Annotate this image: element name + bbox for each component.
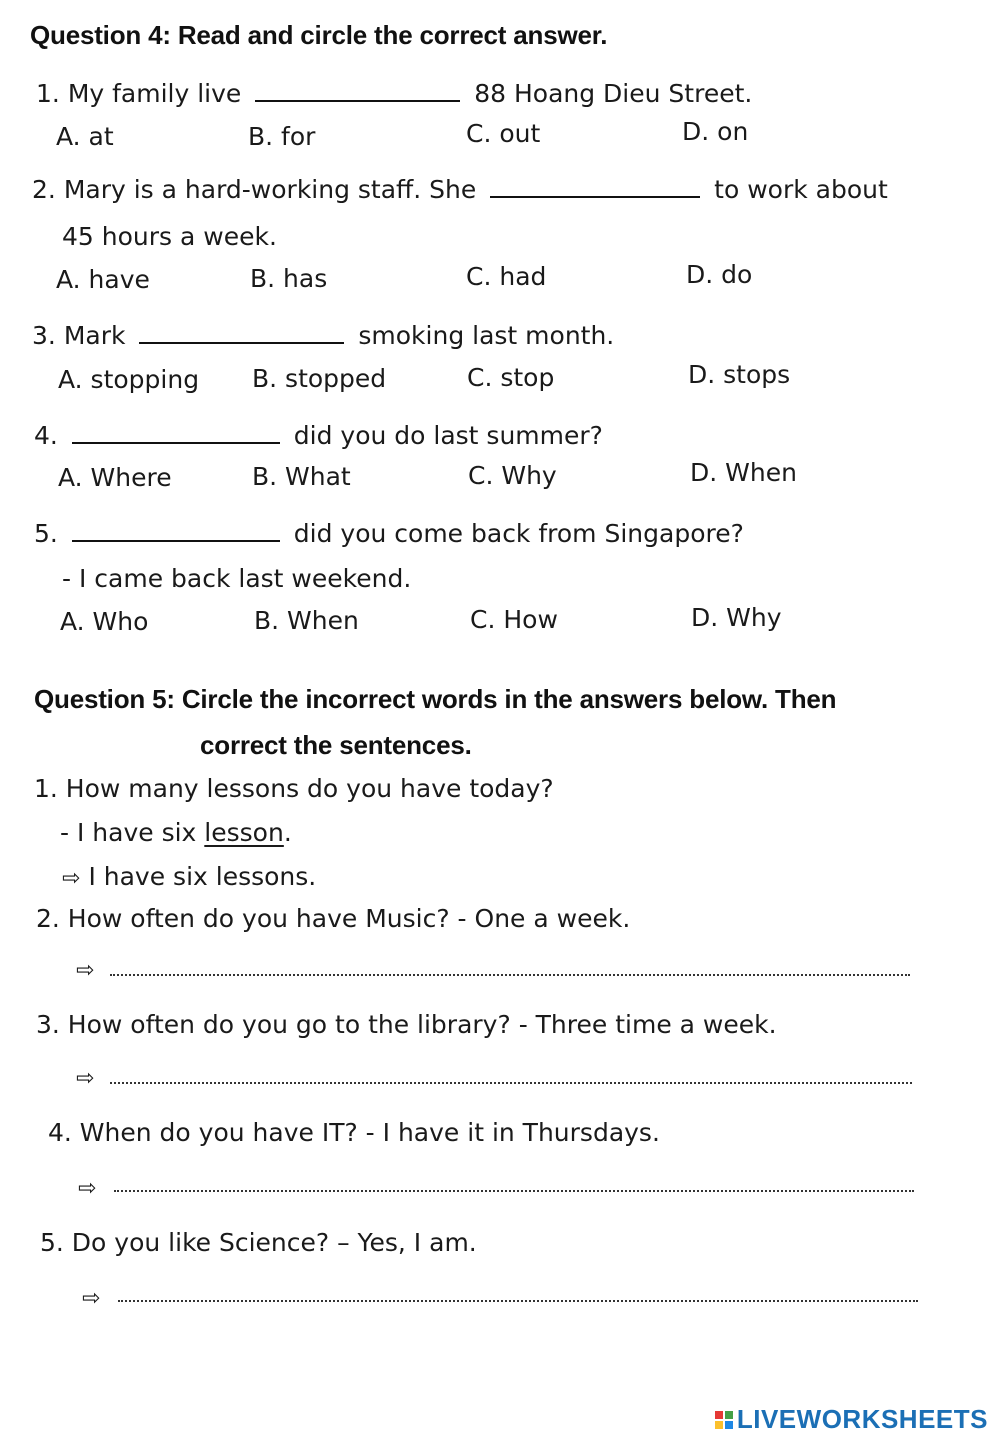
item-number: 4. <box>34 421 58 450</box>
q4-2-option-b[interactable]: B. has <box>250 264 328 293</box>
brand-name: LIVEWORKSHEETS <box>736 1404 988 1434</box>
q4-3-option-d[interactable]: D. stops <box>688 360 791 389</box>
q4-1-option-c[interactable]: C. out <box>466 119 541 148</box>
q4-5-option-c[interactable]: C. How <box>470 605 558 634</box>
item-text-before: My family live <box>67 79 242 108</box>
answer-blank[interactable] <box>72 518 280 542</box>
item-number: 2. <box>32 175 56 204</box>
correction-text: I have six lessons. <box>88 862 317 891</box>
q4-3-option-a[interactable]: A. stopping <box>58 365 200 394</box>
q4-1-option-d[interactable]: D. on <box>682 117 749 146</box>
q4-5-option-b[interactable]: B. When <box>254 606 359 635</box>
q4-item-3 <box>32 320 614 350</box>
right-arrow-icon: ⇨ <box>76 1066 95 1091</box>
item-number: 5. <box>34 519 58 548</box>
q5-item-5-answer-row <box>82 1282 108 1311</box>
q5-item-5: 5. Do you like Science? – Yes, I am. <box>40 1228 477 1257</box>
item-text-after: smoking last month. <box>358 321 615 350</box>
incorrect-word[interactable]: lesson <box>204 818 284 847</box>
question-4-heading: Question 4: Read and circle the correct answer. <box>30 20 608 50</box>
right-arrow-icon: ⇨ <box>82 1286 101 1311</box>
q4-3-option-b[interactable]: B. stopped <box>252 364 387 393</box>
liveworksheets-logo[interactable] <box>715 1404 988 1435</box>
item-text-before: Mark <box>63 321 126 350</box>
right-arrow-icon: ⇨ <box>62 866 81 891</box>
q4-5-option-a[interactable]: A. Who <box>60 607 149 636</box>
item-number: 1. <box>36 79 60 108</box>
liveworksheets-logo-icon <box>715 1411 733 1429</box>
q4-item-2 <box>32 174 888 204</box>
q4-4-option-d[interactable]: D. When <box>690 458 797 487</box>
q4-item-5-continuation: - I came back last weekend. <box>62 564 412 593</box>
q4-2-option-c[interactable]: C. had <box>466 262 547 291</box>
q5-item-3-answer-row <box>76 1062 102 1091</box>
q5-item-4-answer-row <box>78 1172 104 1201</box>
q5-item-2-answer-line[interactable] <box>110 974 910 976</box>
q4-3-option-c[interactable]: C. stop <box>467 363 555 392</box>
answer-blank[interactable] <box>72 420 280 444</box>
item-text-before: Mary is a hard-working staff. She <box>63 175 477 204</box>
item-text-after: did you do last summer? <box>293 421 603 450</box>
q5-item-4: 4. When do you have IT? - I have it in Thursdays. <box>48 1118 660 1147</box>
question-5-heading-continuation: correct the sentences. <box>200 730 472 760</box>
q5-item-2-answer-row <box>76 954 102 983</box>
q4-5-option-d[interactable]: D. Why <box>691 603 782 632</box>
q4-1-option-b[interactable]: B. for <box>248 122 316 151</box>
q4-item-4 <box>34 420 603 450</box>
item-text-after: did you come back from Singapore? <box>293 519 744 548</box>
item-number: 3. <box>32 321 56 350</box>
q5-item-3: 3. How often do you go to the library? - Three time a week. <box>36 1010 777 1039</box>
q4-item-5 <box>34 518 744 548</box>
q5-item-3-answer-line[interactable] <box>110 1082 912 1084</box>
q5-item-2: 2. How often do you have Music? - One a week. <box>36 904 631 933</box>
question-5-heading: Question 5: Circle the incorrect words in the answers below. Then <box>34 684 837 714</box>
answer-blank[interactable] <box>255 78 460 102</box>
q4-1-option-a[interactable]: A. at <box>56 122 114 151</box>
q4-2-option-a[interactable]: A. have <box>56 265 150 294</box>
item-text-after: 88 Hoang Dieu Street. <box>474 79 753 108</box>
answer-prefix: - I have six <box>60 818 205 847</box>
q4-4-option-b[interactable]: B. What <box>252 462 351 491</box>
item-text-after: to work about <box>714 175 888 204</box>
q4-4-option-a[interactable]: A. Where <box>58 463 172 492</box>
q4-2-option-d[interactable]: D. do <box>686 260 753 289</box>
q5-item-5-answer-line[interactable] <box>118 1300 918 1302</box>
answer-blank[interactable] <box>490 174 700 198</box>
q5-example-answer <box>60 818 292 847</box>
right-arrow-icon: ⇨ <box>76 958 95 983</box>
answer-suffix: . <box>283 818 292 847</box>
answer-blank[interactable] <box>139 320 344 344</box>
q4-item-2-continuation: 45 hours a week. <box>62 222 277 251</box>
q5-example-question: 1. How many lessons do you have today? <box>34 774 554 803</box>
q5-item-4-answer-line[interactable] <box>114 1190 914 1192</box>
q4-4-option-c[interactable]: C. Why <box>468 461 557 490</box>
right-arrow-icon: ⇨ <box>78 1176 97 1201</box>
q4-item-1 <box>36 78 752 108</box>
q5-example-correction <box>62 862 316 891</box>
